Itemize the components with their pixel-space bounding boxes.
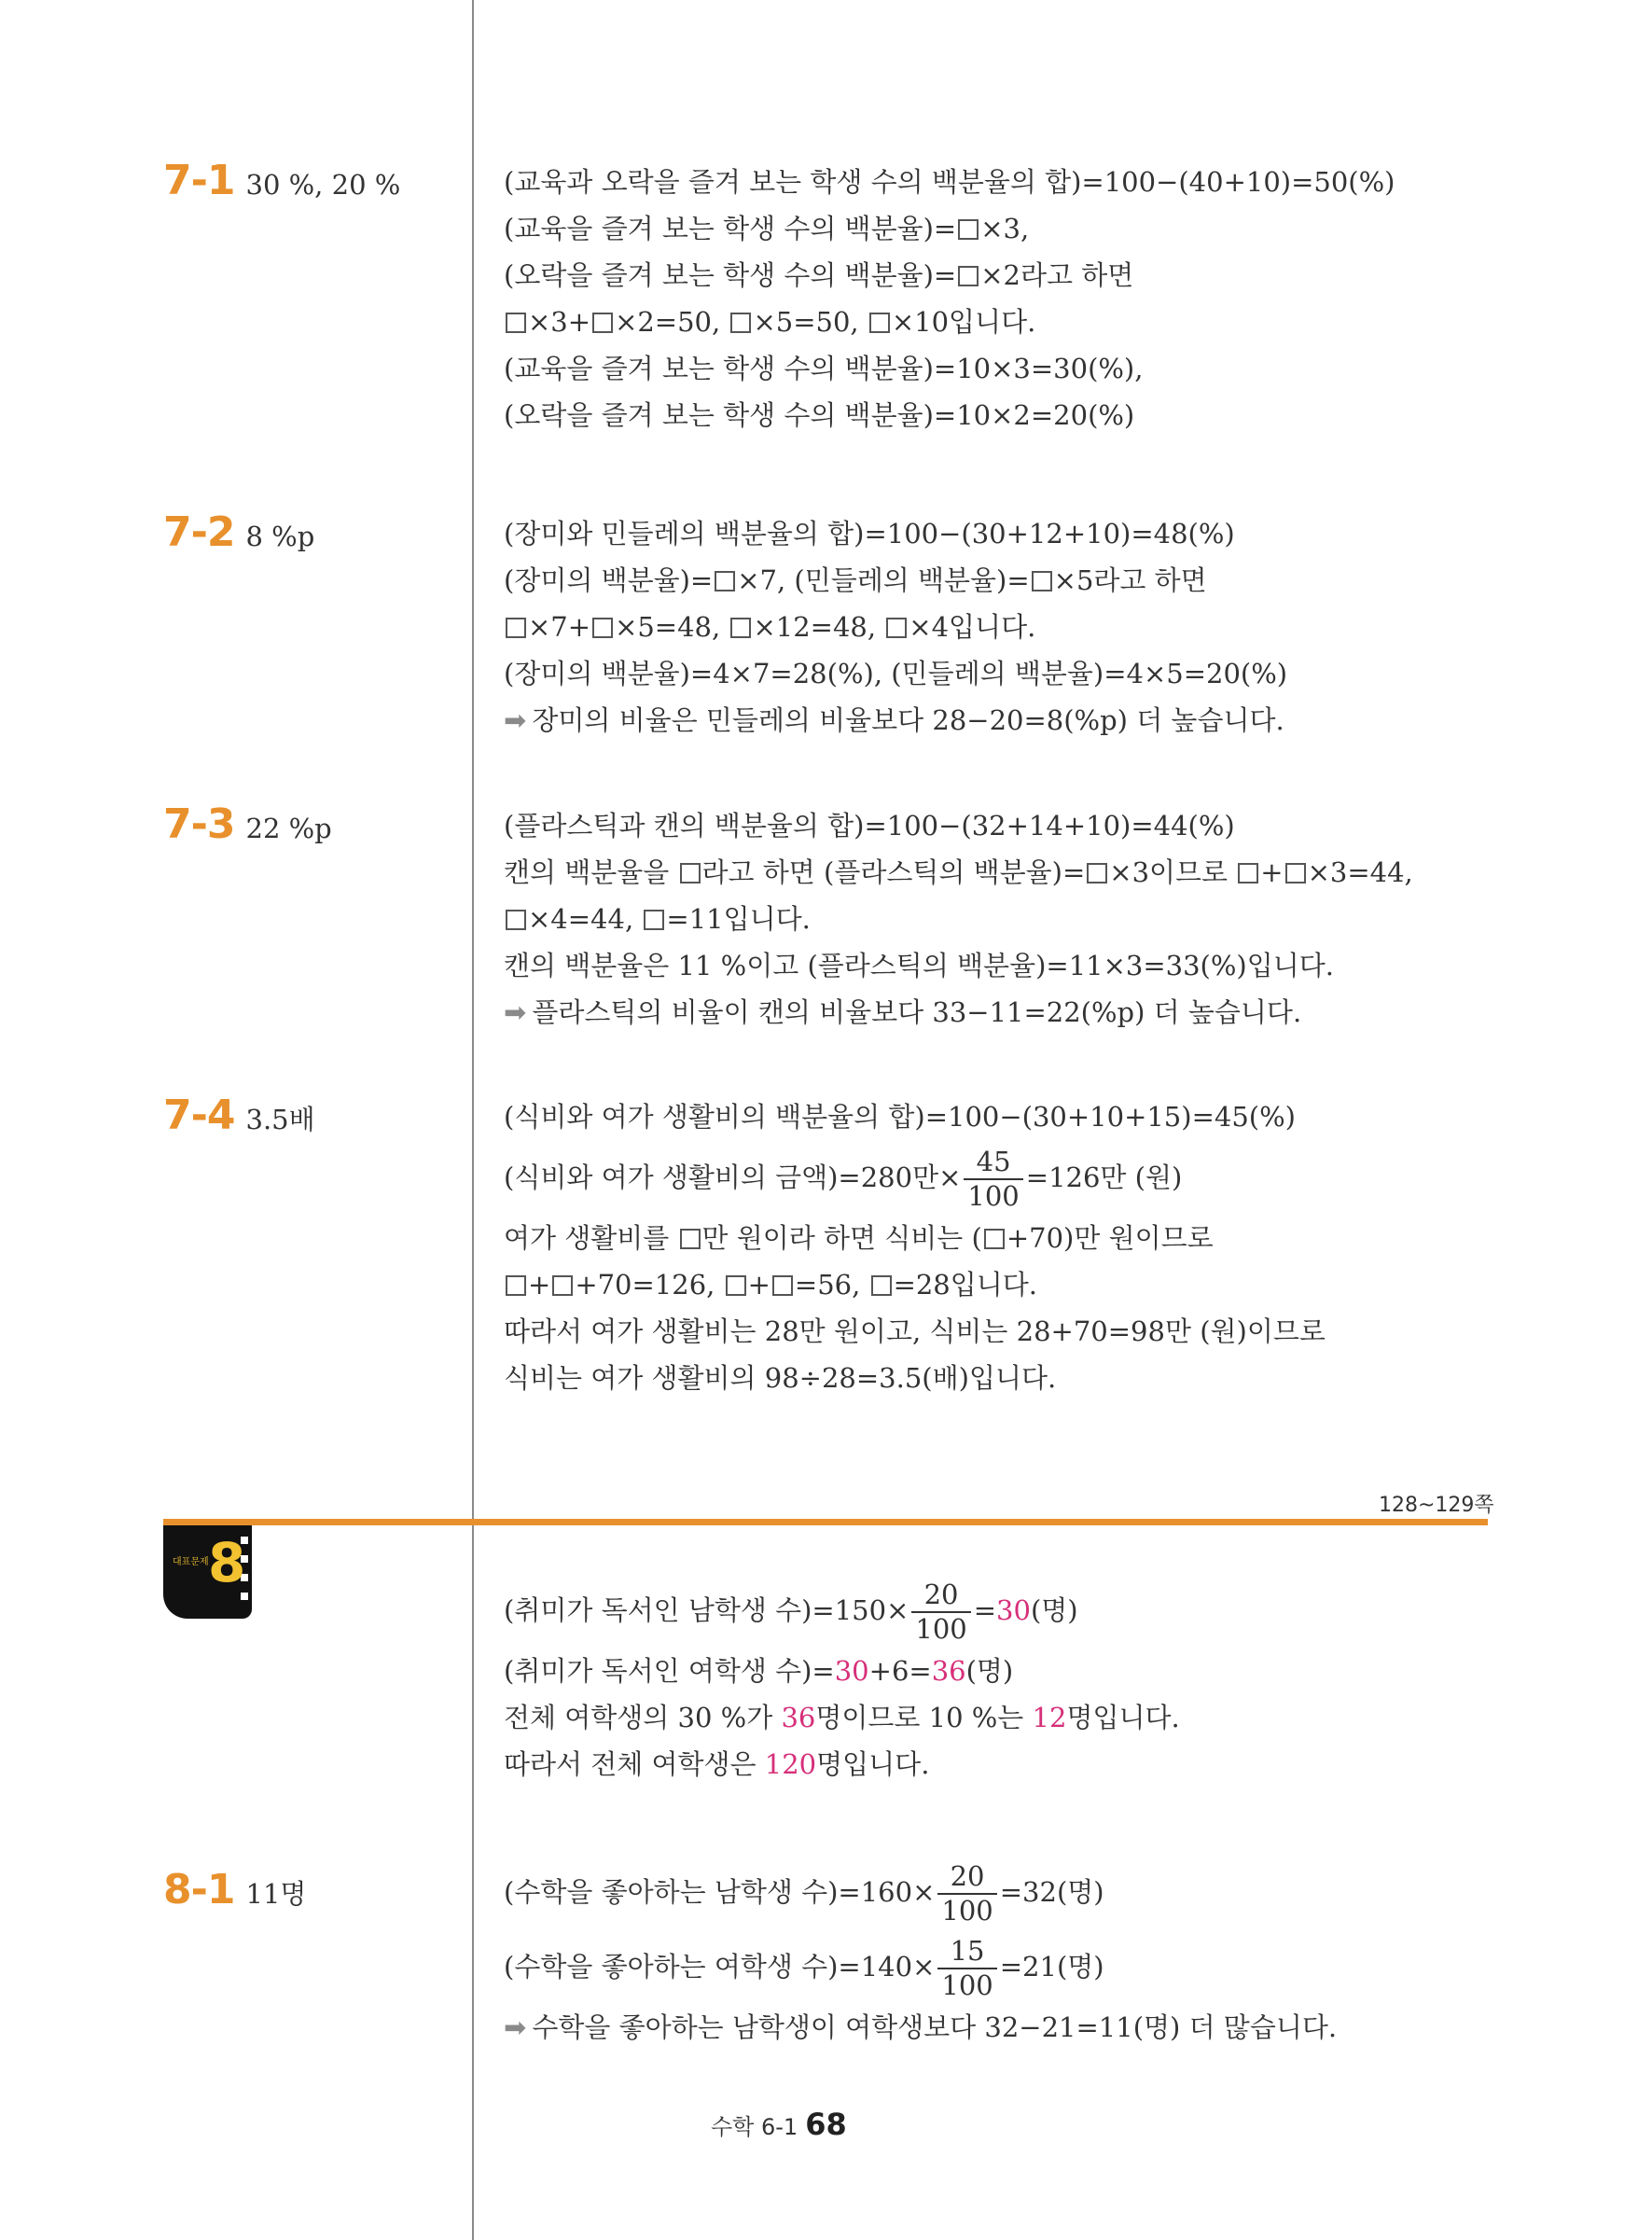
solution-line [504,1093,1483,1140]
solution-text: ×12=48, [753,611,885,643]
solution-text: (교육과 오락을 즐겨 보는 학생 수의 백분율의 합)=100−(40+10)=50(%) [504,166,1395,198]
blank-box-icon [958,266,979,286]
highlight-value: 36 [781,1702,816,1733]
fraction [964,1148,1022,1210]
blank-box-icon [506,313,526,333]
fraction-numerator: 20 [911,1581,970,1613]
answer: 11명 [245,1878,307,1910]
blank-box-icon [592,618,613,638]
blank-box-icon [506,910,526,930]
blank-box-icon [644,910,664,930]
solution-line [504,2004,1483,2051]
solution-line [504,1741,1483,1788]
solution-text: 명입니다. [1066,1702,1180,1733]
solution-text: (장미와 민들레의 백분율의 합)=100−(30+12+10)=48(%) [504,518,1235,550]
solution-text: 장미의 비율은 민들레의 비율보다 28−20=8(%p) 더 높습니다. [532,704,1284,736]
solution-text: =56, [794,1269,869,1301]
blank-box-icon [680,1229,701,1249]
solution-text: ×7+ [528,611,591,643]
answer: 22 %p [245,813,332,844]
blank-box-icon [715,571,735,591]
highlight-value: 120 [764,1748,817,1780]
solution-line [504,697,1483,744]
solution-text: (명) [1030,1594,1078,1626]
solution-text: (장미의 백분율)=4×7=28(%), (민들레의 백분율)=4×5=20(%) [504,658,1288,689]
solution-text: ×3, [980,213,1030,244]
arrow-icon: ➡ [504,996,527,1028]
solution-text: (수학을 좋아하는 여학생 수)=140× [504,1951,936,1983]
solution-text: ×4=44, [528,903,643,935]
fraction-denominator: 100 [941,1895,993,1927]
highlight-value: 36 [931,1655,966,1687]
solution [504,1093,1483,1401]
highlight-value: 12 [1032,1702,1067,1733]
blank-box-icon [506,618,526,638]
solution-text: 식비는 여가 생활비의 98÷28=3.5(배)입니다. [504,1362,1057,1394]
blank-box-icon [984,1229,1005,1249]
book-title: 수학 6-1 [711,2114,798,2140]
solution [504,159,1483,438]
blank-box-icon [886,618,907,638]
fraction [937,1935,996,2001]
solution-line [504,1855,1483,1929]
solution-text: 따라서 전체 여학생은 [504,1748,765,1780]
solution-line [504,604,1483,650]
solution-line [504,849,1483,896]
answer: 3.5배 [245,1104,315,1135]
solution-text: 따라서 여가 생활비는 28만 원이고, 식비는 28+70=98만 (원)이므로 [504,1315,1326,1347]
solution-text: ×5라고 하면 [1053,564,1207,596]
problem-label [163,1092,315,1139]
problem-id: 8-1 [163,1866,235,1913]
solution-line [504,802,1483,849]
solution-text: +70)만 원이므로 [1006,1222,1214,1254]
problem-label [163,800,332,848]
solution-text: ×2라고 하면 [980,259,1134,291]
blank-box-icon [1032,571,1052,591]
blank-box-icon [871,1275,892,1296]
solution [504,802,1483,1036]
blank-box-icon [869,313,890,333]
blank-box-icon [1238,863,1258,883]
solution-text: 전체 여학생의 30 %가 [504,1702,782,1733]
solution-line [504,510,1483,557]
solution-text: +70=126, [575,1269,724,1301]
solution-text: (교육을 즐겨 보는 학생 수의 백분율)= [504,213,957,244]
solution-line [504,299,1483,345]
problem-id: 7-1 [163,157,235,204]
problem-id: 7-4 [163,1092,235,1139]
solution-line [504,1215,1483,1261]
solution-line [504,1355,1483,1401]
solution-text: ×7, (민들레의 백분율)= [737,564,1030,596]
blank-box-icon [730,313,751,333]
solution-text: ×10입니다. [891,306,1036,338]
answer: 30 %, 20 % [245,169,401,201]
problem-label [163,157,400,204]
solution-text: ×5=50, [753,306,868,338]
solution-line [504,557,1483,604]
solution [504,510,1483,744]
solution [504,1855,1483,2051]
solution-text: ×3이므로 [1109,856,1237,888]
solution-text: ×5=48, [615,611,729,643]
solution-text: (수학을 좋아하는 남학생 수)=160× [504,1876,936,1908]
fraction-numerator: 15 [937,1938,996,1969]
blank-box-icon [680,863,701,883]
badge-number: 8 [208,1531,246,1594]
solution-text: (교육을 즐겨 보는 학생 수의 백분율)=10×3=30(%), [504,353,1144,384]
solution-text: 라고 하면 (플라스틱의 백분율)= [701,856,1086,888]
solution-line [504,392,1483,438]
arrow-icon: ➡ [504,2011,527,2043]
solution-line [504,159,1483,205]
solution-text: = [973,1594,997,1626]
solution-text: ×3=44, [1307,856,1413,888]
solution-text: =11입니다. [666,903,811,935]
solution-line [504,1261,1483,1308]
solution-line [504,205,1483,252]
fraction-denominator: 100 [941,1969,993,2001]
solution-line [504,1694,1483,1741]
blank-box-icon [958,219,979,240]
arrow-icon: ➡ [504,704,527,736]
solution-line [504,650,1483,697]
solution-text: +6= [868,1655,932,1687]
page-number: 68 [805,2107,847,2142]
solution [504,1573,1483,1788]
solution-line [504,252,1483,299]
solution-text: 명이므로 10 %는 [815,1702,1033,1733]
fraction-denominator: 100 [967,1180,1020,1212]
page-reference: 128~129쪽 [1379,1494,1494,1517]
solution-text: 수학을 좋아하는 남학생이 여학생보다 32−21=11(명) 더 많습니다. [532,2011,1338,2043]
solution-text: (장미의 백분율)= [504,564,714,596]
solution-text: (취미가 독서인 남학생 수)=150× [504,1594,909,1626]
problem-label [163,508,314,556]
solution-text: + [747,1269,770,1301]
fraction-numerator: 45 [964,1148,1022,1180]
blank-box-icon [506,1275,526,1296]
solution-text: 명입니다. [816,1748,930,1780]
solution-line [504,896,1483,942]
solution-line [504,1648,1483,1694]
blank-box-icon [552,1275,573,1296]
solution-text: + [1260,856,1284,888]
blank-box-icon [772,1275,793,1296]
solution-text: 캔의 백분율은 11 %이고 (플라스틱의 백분율)=11×3=33(%)입니다. [504,950,1334,981]
solution-text: =126만 (원) [1025,1162,1183,1193]
problem-id: 7-2 [163,508,235,556]
solution-line [504,1573,1483,1648]
badge-title: 대표문제 [173,1557,209,1567]
solution-line [504,1929,1483,2004]
problem-label [163,1866,306,1913]
solution-line [504,989,1483,1036]
blank-box-icon [1285,863,1306,883]
solution-text: (플라스틱과 캔의 백분율의 합)=100−(32+14+10)=44(%) [504,810,1235,842]
blank-box-icon [730,618,751,638]
fraction-numerator: 20 [937,1863,996,1895]
blank-box-icon [726,1275,746,1296]
answer: 8 %p [245,521,315,552]
solution-line [504,1140,1483,1215]
highlight-value: 30 [834,1655,869,1687]
solution-line [504,345,1483,392]
solution-text: =32(명) [999,1876,1104,1908]
solution-text: 캔의 백분율을 [504,856,678,888]
solution-text: (오락을 즐겨 보는 학생 수의 백분율)=10×2=20(%) [504,399,1135,431]
column-divider [472,0,474,2240]
solution-line [504,1308,1483,1355]
highlight-value: 30 [996,1594,1031,1626]
blank-box-icon [592,313,613,333]
solution-text: 여가 생활비를 [504,1222,678,1254]
solution-text: (식비와 여가 생활비의 금액)=280만× [504,1162,962,1193]
solution-text: (명) [965,1655,1014,1687]
solution-text: 만 원이라 하면 식비는 ( [701,1222,982,1254]
fraction [911,1581,970,1643]
solution-text: (취미가 독서인 여학생 수)= [504,1655,835,1687]
solution-text: (오락을 즐겨 보는 학생 수의 백분율)= [504,259,957,291]
solution-text: (식비와 여가 생활비의 백분율의 합)=100−(30+10+15)=45(%) [504,1101,1296,1133]
fraction [937,1860,996,1927]
fraction-denominator: 100 [915,1613,967,1645]
page-footer [711,2107,847,2142]
blank-box-icon [1087,863,1107,883]
solution-text: 플라스틱의 비율이 캔의 비율보다 33−11=22(%p) 더 높습니다. [532,996,1302,1028]
section-badge [163,1525,252,1619]
solution-text: ×2=50, [615,306,729,338]
section-divider [163,1519,1488,1525]
solution-text: =28입니다. [893,1269,1038,1301]
solution-text: ×4입니다. [909,611,1036,643]
solution-line [504,942,1483,989]
solution-text: + [528,1269,551,1301]
problem-id: 7-3 [163,800,235,848]
solution-text: =21(명) [999,1951,1104,1983]
solution-text: ×3+ [528,306,591,338]
